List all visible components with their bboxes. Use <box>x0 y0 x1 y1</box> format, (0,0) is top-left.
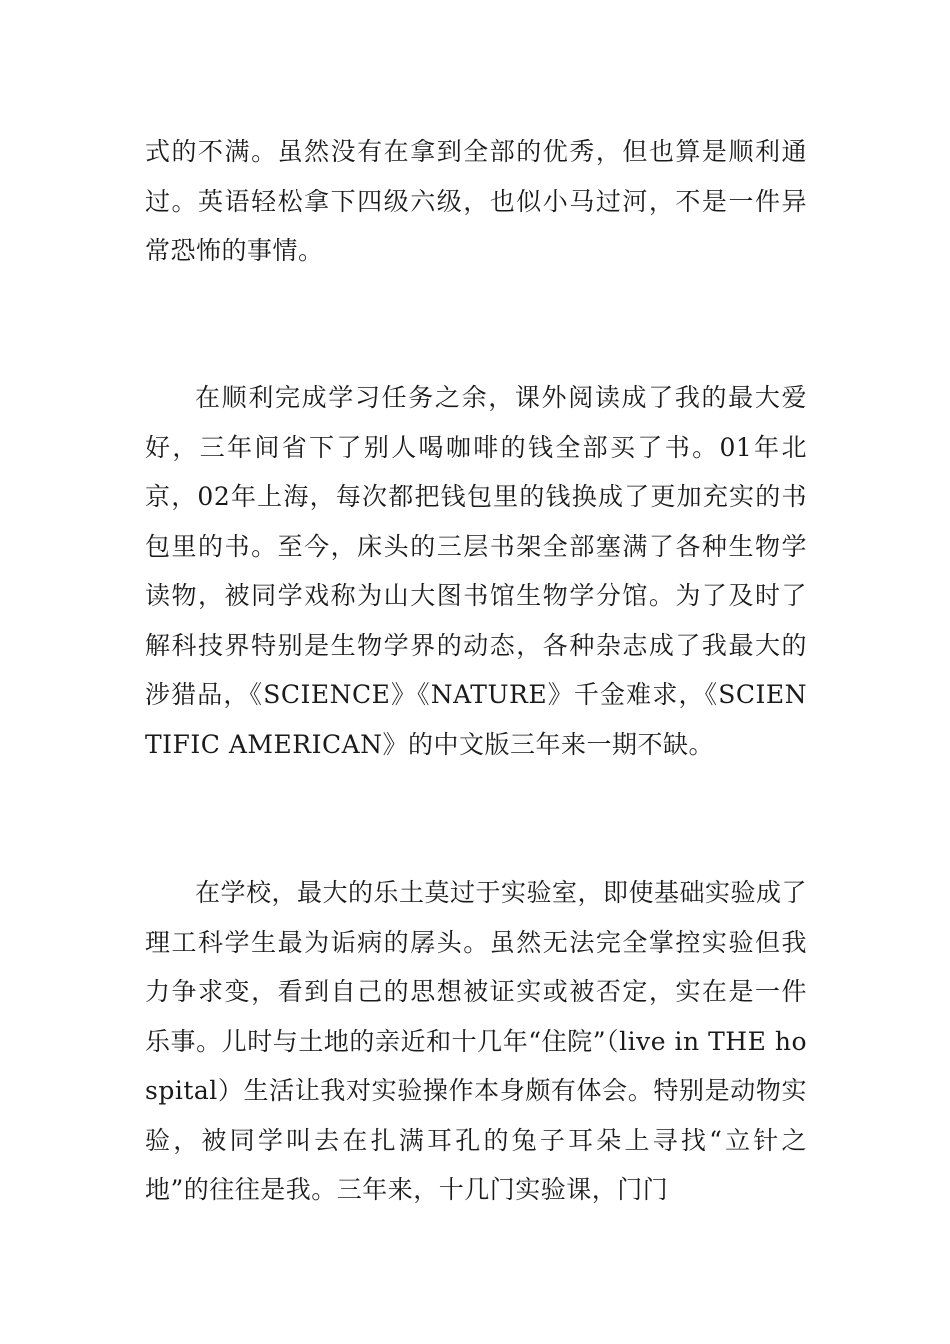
paragraph-3: 在学校，最大的乐土莫过于实验室，即使基础实验成了理工科学生最为诟病的孱头。虽然无法完全掌控实验但我力争求变，看到自己的思想被证实或被否定，实在是一件乐事。儿时与土地的亲近和十几年“住院”（live in THE hospital）生活让我对实验操作本身颇有体会。特别是动物实验，被同学叫去在扎满耳孔的兔子耳朵上寻找“立针之地”的往往是我。三年来，十几门实验课，门门 <box>145 878 808 1204</box>
paragraph-2: 在顺利完成学习任务之余，课外阅读成了我的最大爱好，三年间省下了别人喝咖啡的钱全部买了书。01年北京，02年上海，每次都把钱包里的钱换成了更加充实的书包里的书。至今，床头的三层书架全部塞满了各种生物学读物，被同学戏称为山大图书馆生物学分馆。为了及时了解科技界特别是生物学界的动态，各种杂志成了我最大的涉猎品，《SCIENCE》《NATURE》千金难求，《SCIENTIFIC AMERICAN》的中文版三年来一期不缺。 <box>145 383 807 759</box>
paragraph-1: 式的不满。虽然没有在拿到全部的优秀，但也算是顺利通过。英语轻松拿下四级六级，也似小马过河，不是一件异常恐怖的事情。 <box>145 137 807 265</box>
